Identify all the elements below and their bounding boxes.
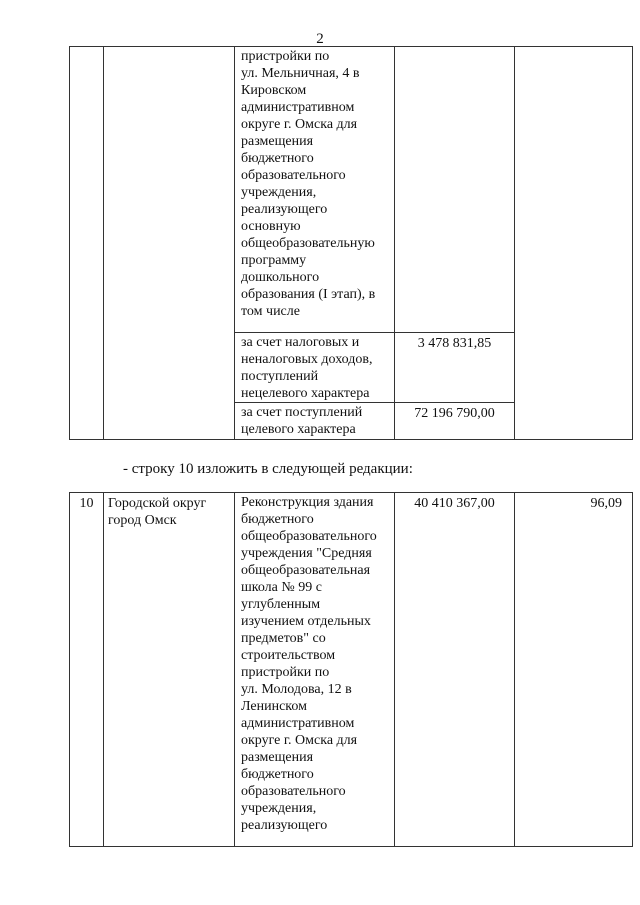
municipality-cell — [104, 47, 235, 440]
percent-cell — [515, 47, 633, 440]
amount-cell — [395, 47, 515, 333]
funding-amount: 3 478 831,85 — [395, 333, 515, 403]
number-cell — [70, 47, 104, 440]
amount-value: 40 410 367,00 — [395, 493, 515, 847]
municipality-name: Городской округ город Омск — [104, 493, 235, 847]
instruction-text: - строку 10 изложить в следующей редакции: — [123, 461, 413, 477]
continued-table — [69, 46, 633, 440]
object-description: пристройки по ул. Мельничная, 4 в Кировском административном округе г. Омска для размещения бюджетного образовательного учреждения, реализующего основную общеобразовательную программу дошкольного образования (I этап), в том числе — [235, 47, 395, 333]
row10-table — [69, 492, 633, 847]
funding-source-label: за счет поступлений целевого характера — [235, 403, 395, 440]
percent-value: 96,09 — [515, 493, 633, 847]
funding-source-label: за счет налоговых и неналоговых доходов, поступлений нецелевого характера — [235, 333, 395, 403]
object-description: Реконструкция здания бюджетного общеобразовательного учреждения "Средняя общеобразовательная школа № 99 с углубленным изучением отдельных предметов" со строительством пристройки по ул. Молодова, 12 в Ленинском административном округе г. Омска для размещения бюджетного образовательного учреждения, реализующего — [235, 493, 395, 847]
page-number: 2 — [316, 31, 324, 47]
funding-amount: 72 196 790,00 — [395, 403, 515, 440]
row-number: 10 — [70, 493, 104, 847]
